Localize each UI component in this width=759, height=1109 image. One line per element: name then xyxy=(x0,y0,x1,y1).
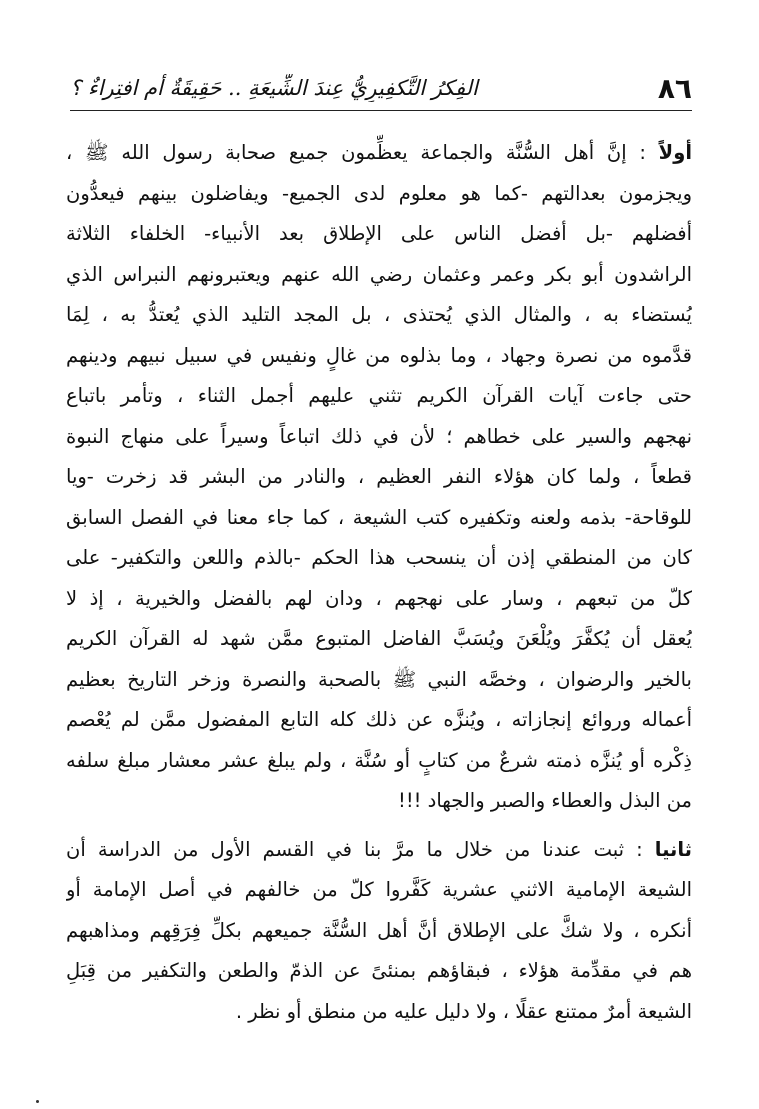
paragraph-1-line: كلّ من تبعهم ، وسار على نهجهم ، ودان لهم بالفضل والخيرية ، إذ لا xyxy=(66,586,692,610)
paragraph-1-line: قدَّموه من نصرة وجهاد ، وما بذلوه من غالٍ ونفيس في سبيل نبيهم ودينهم xyxy=(66,343,692,367)
header-rule xyxy=(70,110,692,111)
paragraph-1-last-line: من البذل والعطاء والصبر والجهاد !!! xyxy=(398,789,692,812)
paragraph-2-line: هم في مقدِّمة هؤلاء ، فبقاؤهم بمنئىً عن الذمّ والطعن والتكفير من قِبَلِ xyxy=(66,959,692,982)
paragraph-2-last-line: الشيعة أمرٌ ممتنع عقلًا ، ولا دليل عليه من منطق أو نظر . xyxy=(235,999,692,1023)
paragraph-1-line: أولاً : إنَّ أهل السُّنَّة والجماعة يعظِّمون جميع صحابة رسول الله ﷺ ، xyxy=(66,141,692,164)
paragraph-1-line: حتى جاءت آيات القرآن الكريم تثني عليهم أجمل الثناء ، وتأمر باتباع xyxy=(66,384,692,407)
paragraph-1-line: للوقاحة- بذمه ولعنه وتكفيره كتب الشيعة ، كما جاء معنا في الفصل السابق xyxy=(66,505,692,529)
paragraph-2-line: أنكره ، ولا شكَّ على الإطلاق أنَّ أهل السُّنَّة جميعهم بكلِّ فِرَقِهم ومذاهبهم xyxy=(66,918,692,942)
paragraph-1-line: كان من المنطقي إذن أن ينسحب هذا الحكم -بالذم واللعن والتكفير- على xyxy=(66,546,692,569)
running-title: الفِكرُ التَّكفِيرِيُّ عِندَ الشِّيعَةِ .. حَقِيقَةٌ أم افتِراءٌ ؟ xyxy=(70,76,478,100)
paragraph-2-line: ثانيا : ثبت عندنا من خلال ما مرَّ بنا في القسم الأول من الدراسة أن xyxy=(66,837,692,861)
paragraph-1-lead: أولاً xyxy=(658,141,692,164)
scan-speck xyxy=(36,1100,39,1103)
page-number: ٨٦ xyxy=(657,72,692,105)
paragraph-1-line: أفضلهم -بل أفضل الناس على الإطلاق بعد الأنبياء- الخلفاء الثلاثة xyxy=(66,222,692,245)
paragraph-2-lead: ثانيا xyxy=(654,837,692,861)
paragraph-1-line: ويجزمون بعدالتهم -كما هو معلوم لدى الجميع- ويفاضلون بينهم فيعدُّون xyxy=(66,181,692,205)
page-header xyxy=(70,72,692,106)
paragraph-1-line: بالخير والرضوان ، وخصَّه النبي ﷺ بالصحبة والنصرة وزخر التاريخ بعظيم xyxy=(66,667,692,691)
paragraph-1-line: ذِكْره أو يُنزَّه ذمته شرعٌ من كتابٍ أو سُنَّة ، ولم يبلغ عشر معشار مبلغ سلفه xyxy=(66,748,692,772)
paragraph-1-line: نهجهم والسير على خطاهم ؛ لأن في ذلك اتباعاً وسيراً على منهاج النبوة xyxy=(66,424,692,448)
body-text xyxy=(66,133,692,1032)
paragraph-2-line: الشيعة الإمامية الاثني عشرية كَفَّروا كلّ من خالفهم في أصل الإمامة أو xyxy=(66,878,692,901)
paragraph-1-line: أعماله وروائع إنجازاته ، ويُنزَّه عن ذلك كله التابع المفضول ممَّن لم يُعْصم xyxy=(66,708,692,731)
paragraph-gap xyxy=(66,822,692,830)
paragraph-1-line: يُعقل أن يُكفَّرَ ويُلْعَنَ ويُسَبَّ الفاضل المتبوع ممَّن شهد له القرآن الكريم xyxy=(66,627,692,650)
paragraph-1-line: الراشدون أبو بكر وعمر وعثمان رضي الله عنهم ويعتبرونهم النبراس الذي xyxy=(66,262,692,286)
paragraph-1-line: يُستضاء به ، والمثال الذي يُحتذى ، بل المجد التليد الذي يُعتدُّ به ، لِمَا xyxy=(66,303,692,326)
paragraph-1-line: قطعاً ، ولما كان هؤلاء النفر العظيم ، والنادر من البشر قد زخرت -ويا xyxy=(66,465,692,488)
